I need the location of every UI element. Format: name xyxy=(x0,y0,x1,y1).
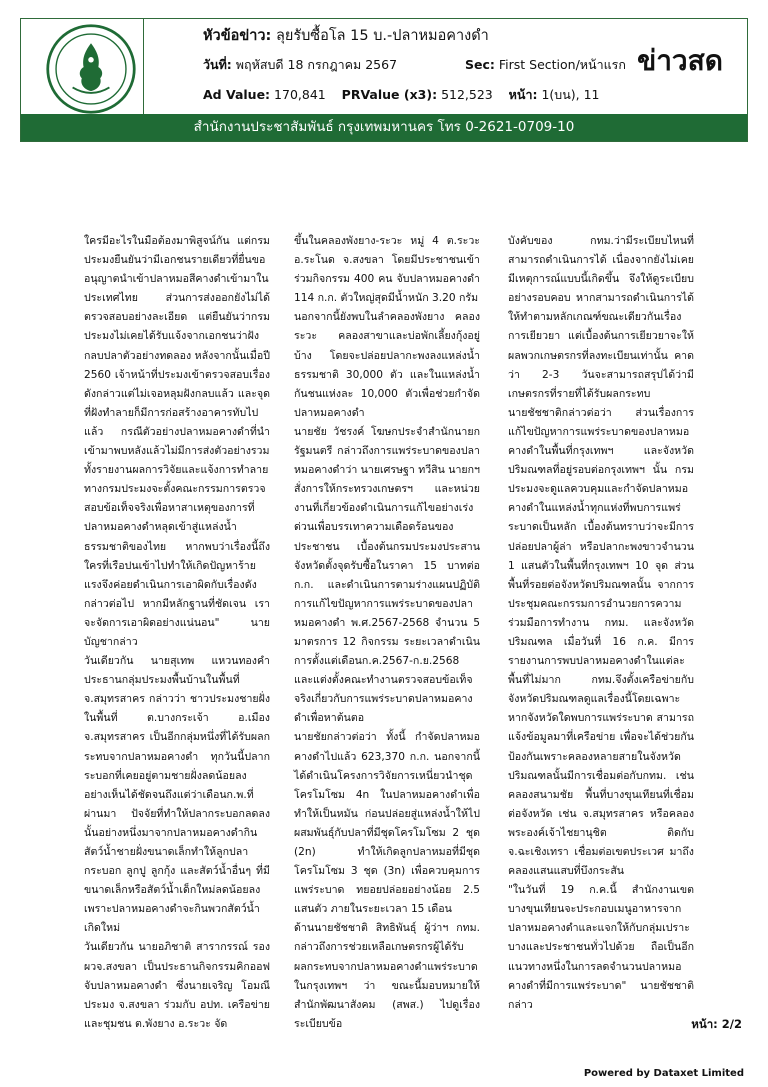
page-label: หน้า: xyxy=(508,87,538,102)
article-column-3 xyxy=(508,232,694,1011)
paragraph: นายชัย วัชรงค์ โฆษกประจำสำนักนายกรัฐมนตรี กล่าวถึงการแพร่ระบาดของปลาหมอคางดำว่า นายเศรษฐา ทวีสิน นายกฯ สั่งการให้กระทรวงเกษตรฯ และหน่วยงานที่เกี่ยวข้องดำเนินการแก้ไขอย่างเร่งด่วนเพื่อบรรเทาความเดือดร้อนของประชาชน เบื้องต้นกรมประมงประสานจังหวัดตั้งจุดรับซื้อในราคา 15 บาทต่อก.ก. และดำเนินการตามร่างแผนปฏิบัติการแก้ไขปัญหาการแพร่ระบาดของปลาหมอคางดำ พ.ศ.2567-2568 จำนวน 5 มาตรการ 12 กิจกรรม ระยะเวลาดำเนินการตั้งแต่เดือนก.ค.2567-ก.ย.2568 และแต่งตั้งคณะทำงานตรวจสอบข้อเท็จจริงเกี่ยวกับการแพร่ระบาดปลาหมอคางดำเพื่อหาต้นตอ xyxy=(294,425,480,725)
ad-value: 170,841 xyxy=(274,87,326,102)
headline-label: หัวข้อข่าว: xyxy=(203,28,272,44)
value-row xyxy=(203,85,600,105)
page-value: 1(บน), 11 xyxy=(541,87,600,102)
paragraph: "ในวันที่ 19 ก.ค.นี้ สำนักงานเขตบางขุนเทียนจะประกอบเมนูอาหารจากปลาหมอคางดำและแจกให้กับกลุ่มเปราะบางและประชาชนทั่วไปด้วย ถือเป็นอีกแนวทางหนึ่งในการลดจำนวนปลาหมอคางดำที่มีการแพร่ระบาด" นายชัชชาติกล่าว xyxy=(508,884,694,1011)
paragraph: นอกจากนี้ยังพบในลำคลองพังยาง คลองระวะ คลองสาขาและบ่อพักเลี้ยงกุ้งอยู่บ้าง โดยจะปล่อยปลากะพงลงแหล่งน้ำธรรมชาติ 30,000 ตัว และในแหล่งน้ำกันชนแห่งละ 10,000 ตัวเพื่อช่วยกำจัดปลาหมอคางดำ xyxy=(294,311,480,419)
pr-value-label: PRValue (x3): xyxy=(341,87,438,102)
office-contact-bar: สำนักงานประชาสัมพันธ์ กรุงเทพมหานคร โทร 0-2621-0709-10 xyxy=(21,114,747,141)
pr-value: 512,523 xyxy=(441,87,493,102)
article-column-1 xyxy=(84,232,270,1030)
section-label: Sec: xyxy=(465,57,495,72)
paragraph: ขึ้นในคลองพังยาง-ระวะ หมู่ 4 ต.ระวะ อ.ระโนด จ.สงขลา โดยมีประชาชนเข้าร่วมกิจกรรม 400 คน จับปลาหมอคางดำ 114 ก.ก. ตัวใหญ่สุดมีน้ำหนัก 3.20 กรัม xyxy=(294,235,480,305)
date-label: วันที่: xyxy=(203,57,232,72)
headline-text: ลุยรับซื้อโล 15 บ.-ปลาหมอคางดำ xyxy=(275,28,489,44)
headline-row xyxy=(203,24,489,47)
paragraph: บังคับของ กทม.ว่ามีระเบียบไหนที่สามารถดำเนินการได้ เนื่องจากยังไม่เคยมีเหตุการณ์แบบนี้เกิดขึ้น จึงให้ดูระเบียบอย่างรอบคอบ หากสามารถดำเนินการได้ให้ทำตามหลักเกณฑ์ขณะเดียวกันเรื่องการเยียวยา แต่เบื้องต้นการเยียวยาจะให้ผลพวกเกษตรกรที่ลงทะเบียนเท่านั้น คาดว่า 2-3 วันจะสามารถสรุปได้ว่ามีเกษตรกรที่รายที่ได้รับผลกระทบ xyxy=(508,235,694,400)
paragraph: ด้านนายชัชชาติ สิทธิพันธุ์ ผู้ว่าฯ กทม. กล่าวถึงการช่วยเหลือเกษตรกรผู้ได้รับผลกระทบจากปลาหมอคางดำแพร่ระบาดในกรุงเทพฯ ว่า ขณะนี้มอบหมายให้สำนักพัฒนาสังคม (สพส.) ไปดูเรื่องระเบียบข้อ xyxy=(294,922,480,1030)
page-number xyxy=(691,1016,742,1034)
header-divider xyxy=(143,19,144,115)
article-column-2 xyxy=(294,232,480,1030)
section-value: First Section/หน้าแรก xyxy=(498,57,626,72)
paragraph: วันเดียวกัน นายสุเทพ แหวนทองคำ ประธานกลุ่มประมงพื้นบ้านในพื้นที่จ.สมุทรสาคร กล่าวว่า ชาวประมงชายฝั่งในพื้นที่ ต.บางกระเจ้า อ.เมือง จ.สมุทรสาคร เป็นอีกกลุ่มหนึ่งที่ได้รับผลกระทบจากปลาหมอคางดำ ทุกวันนี้ปลากระบอกที่เคยอยู่ตามชายฝั่งลดน้อยลงอย่างเห็นได้ชัดจนถึงแต่ว่าเดือนก.พ.ที่ผ่านมา ปัจจัยที่ทำให้ปลากระบอกลดลงนั้นอย่างหนึ่งมาจากปลาหมอคางดำกินสัตว์น้ำชายฝั่งขนาดเล็กทำให้ลูกปลากระบอก ลูกปู ลูกกุ้ง และสัตว์น้ำอื่นๆ ที่มีขนาดเล็กหรือสัตว์น้ำเด็กใหม่ลดน้อยลง เพราะปลาหมอคางดำจะกินพวกสัตว์น้ำเกิดใหม่ xyxy=(84,655,270,935)
ad-value-label: Ad Value: xyxy=(203,87,271,102)
news-type-label: ข่าวสด xyxy=(637,44,723,77)
paragraph: ใครมีอะไรในมือต้องมาพิสูจน์กัน แต่กรมประมงยืนยันว่ามีเอกชนรายเดียวที่ยื่นขออนุญาตนำเข้าปลาหมอสีคางดำเข้ามาในประเทศไทย ส่วนการส่งออกยังไม่ได้ตรวจสอบอย่างละเอียด แต่ยืนยันว่ากรมประมงไม่เคยได้รับแจ้งจากเอกชนว่าฝังกลบปลาตัวอย่างทดลอง หลังจากนั้นเมื่อปี 2560 เจ้าหน้าที่ประมงเข้าตรวจสอบเรื่องดังกล่าวแต่ไม่เจอหลุมฝังกลบแล้ว และจุดที่ฝังทำลายก็มีการก่อสร้างอาคารทับไปแล้ว กรณีตัวอย่างปลาหมอคางดำที่นำเข้ามาพบหลังแล้วไม่มีการส่งตัวอย่างรวมทั้งรายงานผลการวิจัยและแจ้งการทำลาย ทางกรมประมงจะตั้งคณะกรรมการตรวจสอบข้อเท็จจริงเพื่อหาสาเหตุของการที่ปลาหมอคางดำหลุดเข้าสู่แหล่งน้ำธรรมชาติของไทย หากพบว่าเรื่องนี้ถึงใครที่เรือปนเข้าไปทำให้เกิดปัญหาร้ายแรงจึงค่อยดำเนินการเอาผิดกับเรื่องดังกล่าวต่อไป หากมีหลักฐานที่ชัดเจน เราจะจัดการเอาผิดอย่างแน่นอน" นายบัญชากล่าว xyxy=(84,235,270,648)
section-row xyxy=(465,55,626,75)
date-value: พฤหัสบดี 18 กรกฎาคม 2567 xyxy=(235,57,398,72)
news-header xyxy=(20,18,748,142)
paragraph: วันเดียวกัน นายอภิชาติ สารากรรณ์ รอง ผวจ.สงขลา เป็นประธานกิจกรรมคิกออฟ จับปลาหมอคางดำ ซึ่งนายเจริญ โอมณี ประมง จ.สงขลา ร่วมกับ อปท. เครือข่ายและชุมชน ต.พังยาง อ.ระวะ จัด xyxy=(84,941,270,1030)
bma-seal-logo xyxy=(45,23,137,115)
page-number-value: 2/2 xyxy=(721,1017,742,1031)
meta-block xyxy=(203,21,626,117)
date-row xyxy=(203,55,397,75)
page-number-label: หน้า: xyxy=(691,1017,718,1031)
article-body xyxy=(84,232,696,1030)
paragraph: นายชัยกล่าวต่อว่า ทั้งนี้ กำจัดปลาหมอคางดำไปแล้ว 623,370 ก.ก. นอกจากนี้ได้ดำเนินโครงการวิจัยการเหนี่ยวนำชุดโครโมโซม 4n ในปลาหมอคางดำเพื่อทำให้เป็นหมัน ก่อนปล่อยสู่แหล่งน้ำให้ไปผสมพันธุ์กับปลาที่มีชุดโครโมโซม 2 ชุด (2n) ทำให้เกิดลูกปลาหมอที่มีชุดโครโมโซม 3 ชุด (3n) เพื่อควบคุมการแพร่ระบาด ทยอยปล่อยอย่างน้อย 2.5 แสนตัว ภายในระยะเวลา 15 เดือน xyxy=(294,731,480,916)
paragraph: นายชัชชาติกล่าวต่อว่า ส่วนเรื่องการแก้ไขปัญหาการแพร่ระบาดของปลาหมอคางดำในพื้นที่กรุงเทพฯ และจังหวัดปริมณฑลที่อยู่รอบต่อกรุงเทพฯ นั้น กรมประมงจะดูแลควบคุมและกำจัดปลาหมอคางดำในแหล่งน้ำทุกแห่งที่พบการแพร่ระบาดเป็นหลัก เบื้องต้นทราบว่าจะมีการปล่อยปลาผู้ล่า หรือปลากะพงขาวจำนวน 1 แสนตัวในพื้นที่กรุงเทพฯ 10 จุด ส่วนพื้นที่รอยต่อจังหวัดปริมณฑลนั้น จากการประชุมคณะกรรมการอำนวยการความร่วมมือการทำงาน กทม. และจังหวัดปริมณฑล เมื่อวันที่ 16 ก.ค. มีการรายงานการพบปลาหมอคางดำในแต่ละพื้นที่ไม่มาก กทม.จึงตั้งเครือข่ายกับจังหวัดปริมณฑลดูแลเรื่องนี้โดยเฉพาะ หากจังหวัดใดพบการแพร่ระบาด สามารถแจ้งข้อมูลมาที่เครือข่าย เพื่อจะได้ช่วยกันป้องกันเพราะคลองหลายสายในจังหวัดปริมณฑลนั้นมีการเชื่อมต่อกับกทม. เช่น คลองสนามชัย พื้นที่บางขุนเทียนที่เชื่อมต่อจังหวัด เช่น จ.สมุทรสาคร หรือคลองพระองค์เจ้าไชยานุชิต ติดกับ จ.ฉะเชิงเทรา เชื่อมต่อเขตประเวศ มาถึงคลองแสนแสบที่บึงกระสัน xyxy=(508,406,694,878)
powered-by: Powered by Dataxet Limited xyxy=(583,1068,744,1079)
